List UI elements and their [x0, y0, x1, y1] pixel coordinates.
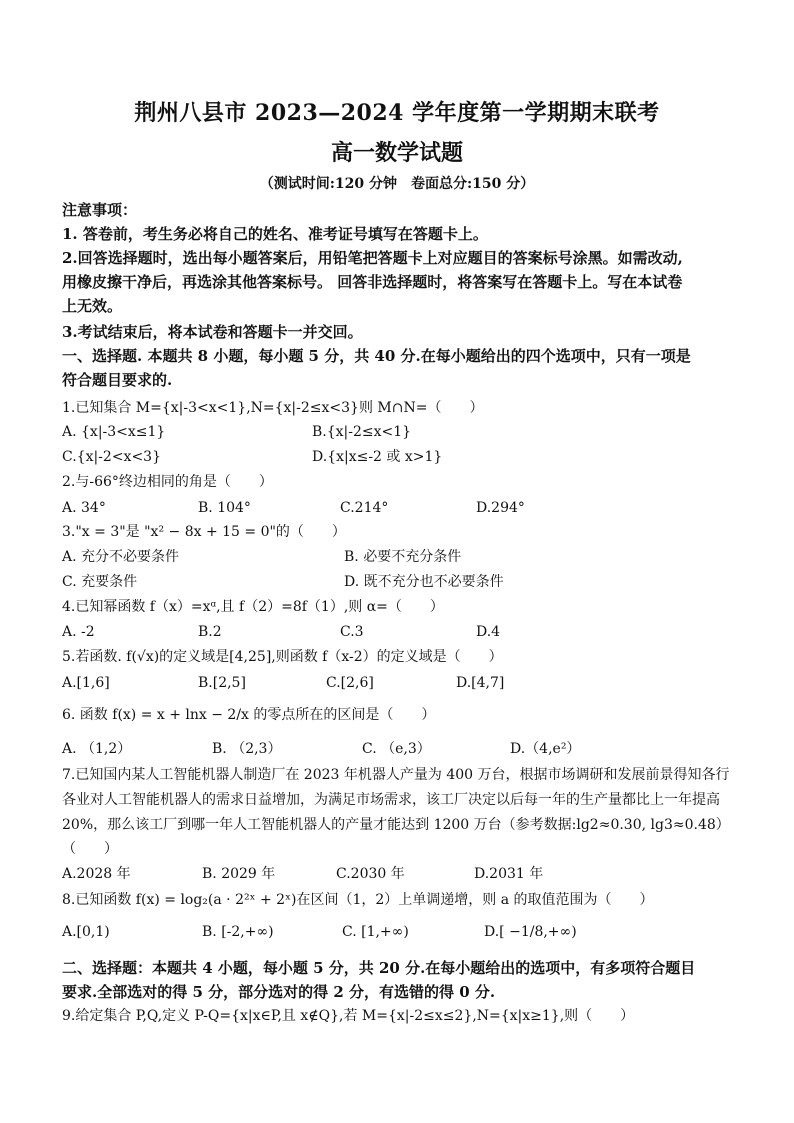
q6-stem: 6. 函数 f(x) = x + lnx − 2/x 的零点所在的区间是（ ） — [62, 707, 436, 723]
q2-stem: 2.与-66°终边相同的角是（ ） — [62, 474, 273, 490]
exam-title: 荆州八县市 2023—2024 学年度第一学期期末联考 — [134, 100, 660, 126]
q9-stem: 9.给定集合 P,Q,定义 P-Q={x|x∈P,且 x∉Q},若 M={x|-2≤x≤2},N={x|x≥1},则（ ） — [62, 1008, 635, 1024]
q1-option-b: B.{x|-2≤x<1} — [312, 424, 412, 440]
q1-stem: 1.已知集合 M={x|-3<x<1},N={x|-2≤x<3}则 M∩N=（ ） — [62, 400, 484, 416]
section1-heading: 一、选择题. 本题共 8 小题，每小题 5 分，共 40 分.在每小题给出的四个选项中，只有一项是 — [62, 347, 691, 365]
q3-option-b: B. 必要不充分条件 — [344, 549, 462, 565]
q2-option-d: D.294° — [476, 500, 525, 516]
note-1: 1. 答卷前，考生务必将自己的姓名、准考证号填写在答题卡上。 — [62, 225, 488, 243]
q1-option-a: A. {x|-3<x≤1} — [62, 424, 166, 440]
q3-stem: 3."x = 3"是 "x² − 8x + 15 = 0"的（ ） — [62, 524, 346, 540]
q2-option-b: B. 104° — [198, 500, 251, 516]
q5-option-d: D.[4,7] — [456, 675, 505, 691]
q4-option-d: D.4 — [476, 624, 501, 640]
q7-stem-4: （ ） — [62, 841, 118, 857]
q4-option-a: A. -2 — [62, 624, 95, 640]
q7-stem-3: 20%，那么该工厂到哪一年人工智能机器人的产量才能达到 1200 万台（参考数据:lg2≈0.30, lg3≈0.48） — [62, 817, 730, 833]
q6-option-a: A. （1,2） — [62, 741, 132, 757]
q4-option-b: B.2 — [198, 624, 222, 640]
q1-option-c: C.{x|-2<x<3} — [62, 449, 161, 465]
note-3: 3.考试结束后，将本试卷和答题卡一并交回。 — [62, 323, 363, 341]
note-2c: 上无效。 — [62, 297, 123, 315]
q7-option-c: C.2030 年 — [336, 866, 405, 882]
q3-option-c: C. 充要条件 — [62, 574, 138, 590]
q2-option-a: A. 34° — [62, 500, 106, 516]
q6-option-c: C. （e,3） — [362, 741, 431, 757]
section2-heading: 二、选择题：本题共 4 小题，每小题 5 分，共 20 分.在每小题给出的选项中，有多项符合题目 — [62, 959, 696, 977]
note-2a: 2.回答选择题时，选出每小题答案后，用铅笔把答题卡上对应题目的答案标号涂黑。如需改动, — [62, 249, 683, 267]
q5-option-a: A.[1,6] — [62, 675, 110, 691]
q6-option-b: B. （2,3） — [212, 741, 282, 757]
q7-stem-2: 各业对人工智能机器人的需求日益增加，为满足市场需求，该工厂决定以后每一年的生产量都比上一年提高 — [62, 792, 720, 808]
exam-subtitle: 高一数学试题 — [330, 140, 463, 166]
q8-option-b: B. [-2,+∞) — [202, 924, 274, 940]
notes-heading: 注意事项： — [62, 201, 138, 219]
q4-option-c: C.3 — [340, 624, 364, 640]
section2-heading-2: 要求.全部选对的得 5 分，部分选对的得 2 分，有选错的得 0 分. — [62, 983, 496, 1001]
q5-stem: 5.若函数. f(√x)的定义域是[4,25],则函数 f（x-2）的定义域是（ ） — [62, 649, 503, 665]
q4-stem: 4.已知幂函数 f（x）=xᵅ,且 f（2）=8f（1）,则 α=（ ） — [62, 599, 444, 615]
q8-option-d: D.[ −1/8,+∞) — [484, 924, 577, 940]
q5-option-b: B.[2,5] — [198, 675, 246, 691]
section1-heading-2: 符合题目要求的. — [62, 371, 173, 389]
q3-option-d: D. 既不充分也不必要条件 — [344, 574, 504, 590]
q5-option-c: C.[2,6] — [326, 675, 374, 691]
q1-option-d: D.{x|x≤-2 或 x>1} — [312, 449, 443, 465]
q8-stem: 8.已知函数 f(x) = log₂(a · 2²ˣ + 2ˣ)在区间（1，2）上单调递增，则 a 的取值范围为（ ） — [62, 892, 654, 908]
q7-option-d: D.2031 年 — [474, 866, 544, 882]
q7-option-a: A.2028 年 — [62, 866, 131, 882]
note-2b: 用橡皮擦干净后，再选涂其他答案标号。 回答非选择题时，将答案写在答题卡上。写在本试卷 — [62, 273, 683, 291]
q8-option-a: A.[0,1) — [62, 924, 110, 940]
q3-option-a: A. 充分不必要条件 — [62, 549, 180, 565]
q6-option-d: D.（4,e²） — [510, 741, 581, 757]
q7-stem-1: 7.已知国内某人工智能机器人制造厂在 2023 年机器人产量为 400 万台，根据市场调研和发展前景得知各行 — [62, 767, 730, 783]
q8-option-c: C. [1,+∞) — [342, 924, 409, 940]
q7-option-b: B. 2029 年 — [202, 866, 276, 882]
q2-option-c: C.214° — [340, 500, 389, 516]
exam-meta: （测试时间:120 分钟 卷面总分:150 分） — [259, 176, 535, 192]
